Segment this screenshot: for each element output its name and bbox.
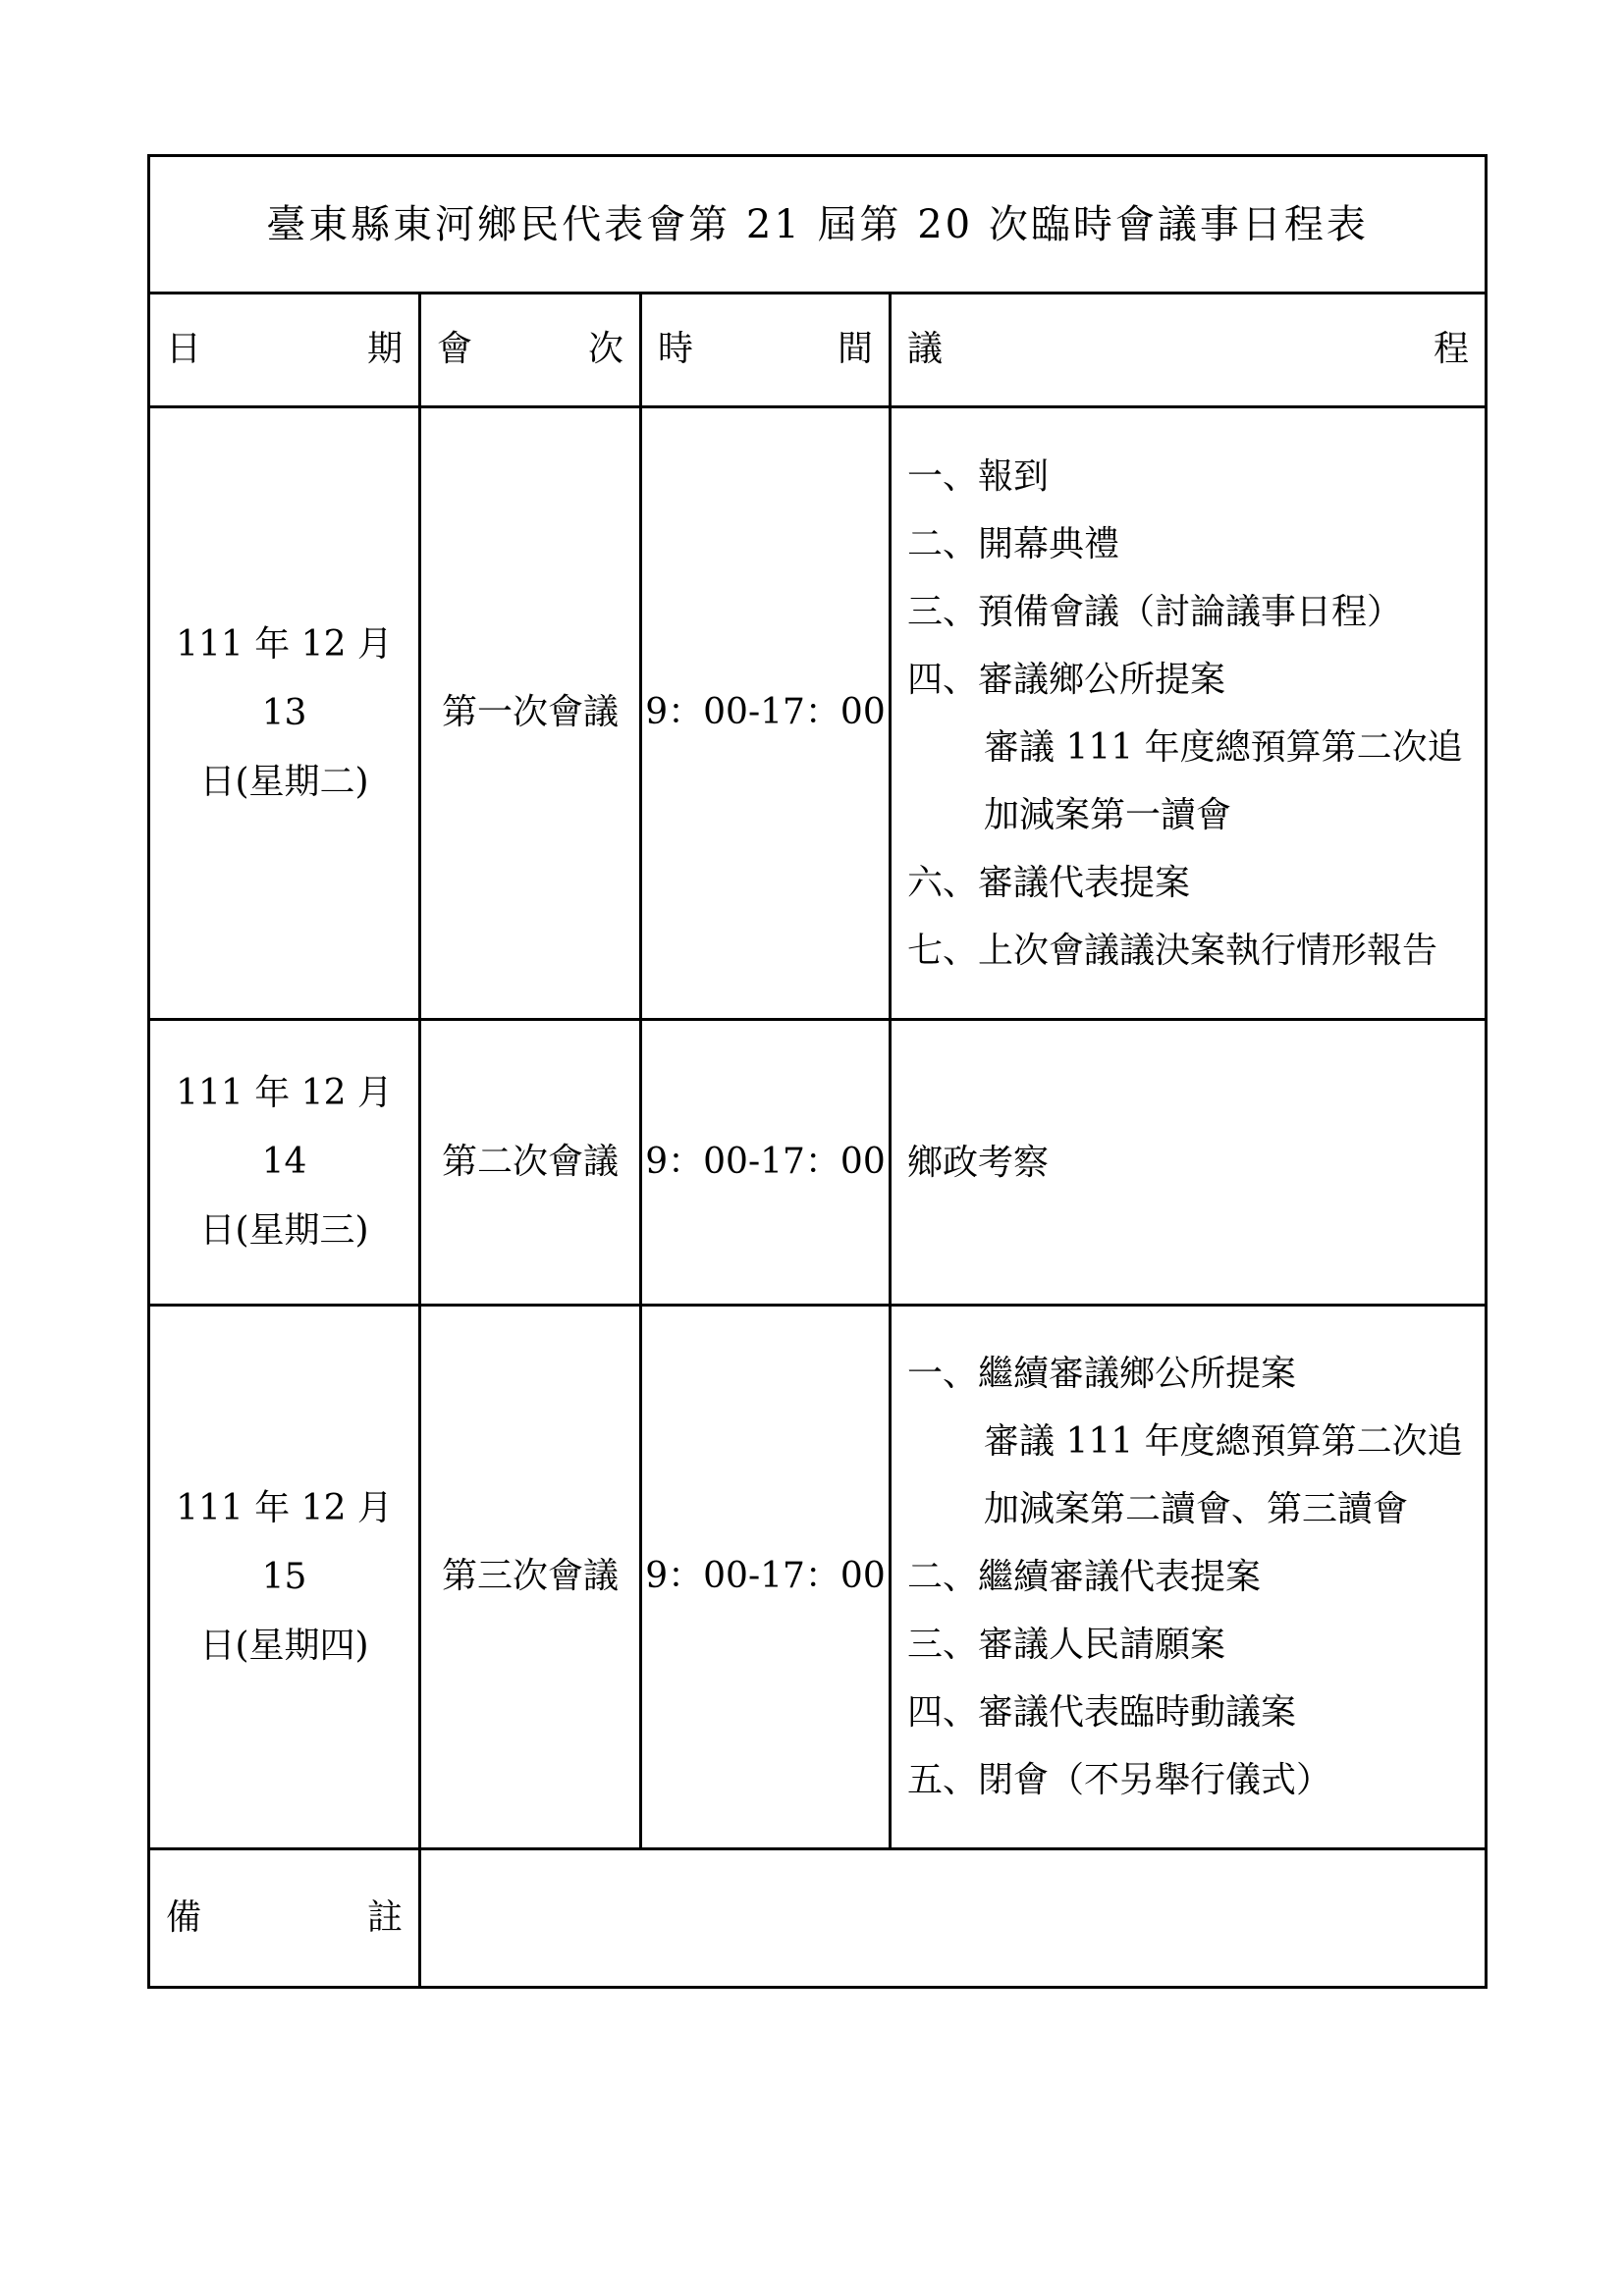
agenda-item: 二、繼續審議代表提案 [907,1557,1262,1597]
header-session: 會 次 [420,294,641,407]
session-cell: 第三次會議 [420,1306,641,1849]
agenda-item: 二、開幕典禮 [907,523,1120,564]
agenda-item: 一、繼續審議鄉公所提案 [907,1354,1297,1394]
session-cell: 第一次會議 [420,407,641,1020]
schedule-document [147,154,1485,1989]
note-row [149,1849,1487,1988]
agenda-item: 六、審議代表提案 [907,862,1191,903]
agenda-item: 加減案第一讀會 [984,794,1232,835]
agenda-item: 三、審議人民請願案 [907,1625,1226,1665]
agenda-item: 四、審議代表臨時動議案 [907,1692,1297,1733]
table-row [149,407,1487,1020]
note-content [420,1849,1487,1988]
time-cell: 9：00-17：00 [641,407,891,1020]
agenda-item: 鄉政考察 [907,1142,1050,1183]
date-cell: 111 年 12 月 13 日(星期二) [149,407,420,1020]
agenda-item: 七、上次會議議決案執行情形報告 [907,930,1438,971]
date-cell: 111 年 12 月 15 日(星期四) [149,1306,420,1849]
table-row [149,1020,1487,1306]
header-time: 時 間 [641,294,891,407]
table-row [149,1306,1487,1849]
header-row [149,294,1487,407]
time-cell: 9：00-17：00 [641,1020,891,1306]
agenda-cell [891,1306,1487,1849]
agenda-cell [891,407,1487,1020]
schedule-table [147,154,1488,1989]
agenda-item: 審議 111 年度總預算第二次追 [984,726,1463,768]
agenda-item: 三、預備會議（討論議事日程） [907,591,1403,632]
header-agenda: 議 程 [891,294,1487,407]
agenda-item: 五、閉會（不另舉行儀式） [907,1760,1332,1800]
document-title: 臺東縣東河鄉民代表會第 21 屆第 20 次臨時會議事日程表 [149,156,1487,294]
agenda-cell [891,1020,1487,1306]
agenda-item: 一、報到 [907,455,1050,497]
time-cell: 9：00-17：00 [641,1306,891,1849]
agenda-item: 加減案第二讀會、第三讀會 [984,1489,1409,1529]
date-cell: 111 年 12 月 14 日(星期三) [149,1020,420,1306]
note-label: 備 註 [149,1849,420,1988]
agenda-item: 審議 111 年度總預算第二次追 [984,1421,1463,1462]
header-date: 日 期 [149,294,420,407]
session-cell: 第二次會議 [420,1020,641,1306]
agenda-item: 四、審議鄉公所提案 [907,659,1226,700]
